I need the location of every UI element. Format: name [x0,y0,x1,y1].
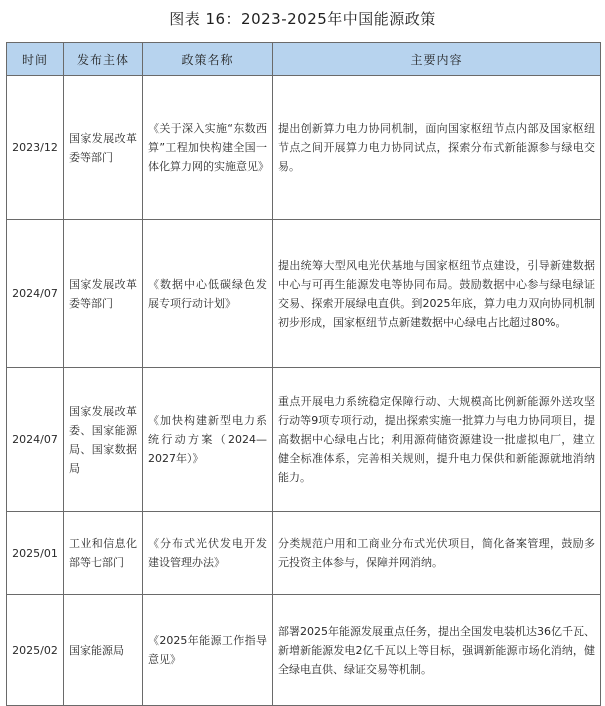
table-row [7,595,601,706]
header-issuer: 发布主体 [64,43,143,76]
cell-time: 2025/01 [7,512,64,595]
cell-policy-name: 《2025年能源工作指导意见》 [143,595,273,706]
table-row [7,76,601,220]
table-row [7,220,601,368]
cell-time: 2025/02 [7,595,64,706]
cell-time: 2023/12 [7,76,64,220]
table-row [7,512,601,595]
cell-issuer: 国家发展改革委等部门 [64,220,143,368]
cell-issuer: 国家能源局 [64,595,143,706]
table-row [7,368,601,512]
cell-policy-name: 《分布式光伏发电开发建设管理办法》 [143,512,273,595]
table-header-row [7,43,601,76]
header-main-content: 主要内容 [273,43,601,76]
cell-time: 2024/07 [7,220,64,368]
cell-policy-name: 《加快构建新型电力系统行动方案（2024—2027年）》 [143,368,273,512]
cell-main-content: 重点开展电力系统稳定保障行动、大规模高比例新能源外送攻坚行动等9项专项行动，提出探索实施一批算力与电力协同项目，提高数据中心绿电占比；利用源荷储资源建设一批虚拟电厂，建立健全标准体系，完善相关规则，提升电力保供和新能源就地消纳能力。 [273,368,601,512]
cell-issuer: 国家发展改革委等部门 [64,76,143,220]
header-time: 时间 [7,43,64,76]
cell-main-content: 部署2025年能源发展重点任务，提出全国发电装机达36亿千瓦、新增新能源发电2亿千瓦以上等目标，强调新能源市场化消纳，健全绿电直供、绿证交易等机制。 [273,595,601,706]
cell-main-content: 分类规范户用和工商业分布式光伏项目，简化备案管理，鼓励多元投资主体参与，保障并网消纳。 [273,512,601,595]
cell-main-content: 提出创新算力电力协同机制，面向国家枢纽节点内部及国家枢纽节点之间开展算力电力协同试点，探索分布式新能源参与绿电交易。 [273,76,601,220]
cell-time: 2024/07 [7,368,64,512]
cell-policy-name: 《关于深入实施“东数西算”工程加快构建全国一体化算力网的实施意见》 [143,76,273,220]
cell-issuer: 工业和信息化部等七部门 [64,512,143,595]
header-policy-name: 政策名称 [143,43,273,76]
cell-policy-name: 《数据中心低碳绿色发展专项行动计划》 [143,220,273,368]
cell-main-content: 提出统筹大型风电光伏基地与国家枢纽节点建设，引导新建数据中心与可再生能源发电等协同布局。鼓励数据中心参与绿电绿证交易、探索开展绿电直供。到2025年底，算力电力双向协同机制初步形成，国家枢纽节点新建数据中心绿电占比超过80%。 [273,220,601,368]
cell-issuer: 国家发展改革委、国家能源局、国家数据局 [64,368,143,512]
figure-title: 图表 16：2023-2025年中国能源政策 [169,10,436,28]
policy-table [6,42,601,706]
